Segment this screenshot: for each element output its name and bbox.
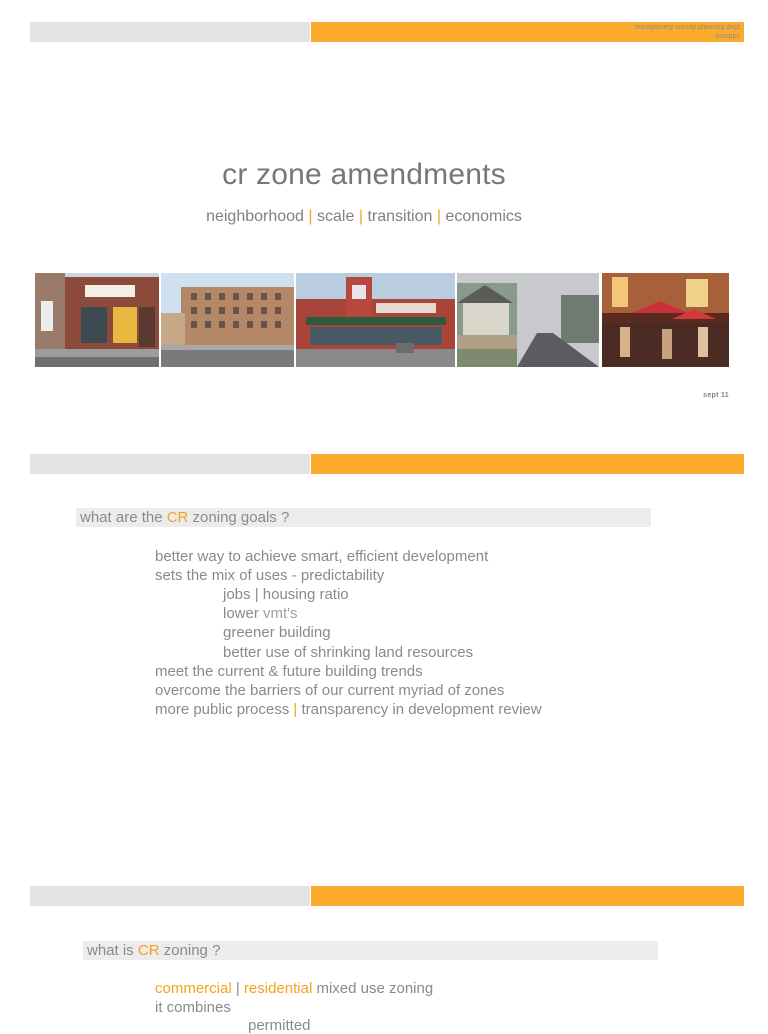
- what-question-key: CR: [137, 942, 160, 959]
- goal-jobs: jobs: [223, 586, 255, 603]
- goal-line: sets the mix of uses - predictability: [155, 567, 385, 584]
- what-line: [155, 980, 433, 997]
- subtitle-item-economics: economics: [445, 208, 522, 225]
- page-subtitle: [0, 208, 728, 226]
- subtitle-separator: |: [358, 208, 363, 225]
- goal-transparency: transparency in development review: [297, 701, 542, 718]
- subtitle-separator: |: [436, 208, 441, 225]
- goal-line: meet the current & future building trends: [155, 663, 423, 680]
- goal-vmt: vmt's: [263, 605, 298, 622]
- section-bar-gray: [30, 454, 310, 474]
- what-pipe: |: [231, 980, 244, 997]
- goals-question-post: zoning goals ?: [188, 509, 290, 526]
- goal-sub-line: better use of shrinking land resources: [223, 644, 474, 661]
- page-title: cr zone amendments: [222, 158, 506, 191]
- goal-line: overcome the barriers of our current myriad of zones: [155, 682, 505, 699]
- goal-housing: housing ratio: [258, 586, 349, 603]
- subtitle-item-scale: scale: [317, 208, 355, 225]
- header-bar-gray: [30, 22, 310, 42]
- section-bar-gray: [30, 886, 310, 906]
- what-question-post: zoning ?: [159, 942, 221, 959]
- subtitle-item-transition: transition: [367, 208, 433, 225]
- goal-public: more public process: [155, 701, 294, 718]
- apartment-building-photo: [161, 273, 294, 367]
- what-residential: residential: [243, 980, 313, 997]
- goals-question-key: CR: [166, 509, 189, 526]
- goals-question-pre: what are the: [80, 509, 167, 526]
- storefront-photo: [35, 273, 159, 367]
- subtitle-separator: |: [308, 208, 313, 225]
- goal-sub-line: [223, 605, 298, 622]
- section-bar-orange: [311, 886, 744, 906]
- org-name: montgomery county planning dept: [634, 24, 740, 31]
- date-label: sept 11: [703, 392, 729, 399]
- goals-question: [76, 508, 651, 527]
- outdoor-cafe-photo: [602, 273, 729, 367]
- what-mixed: mixed use zoning: [312, 980, 434, 997]
- goal-line: [155, 701, 542, 718]
- subtitle-item-neighborhood: neighborhood: [206, 208, 304, 225]
- what-question: [83, 941, 658, 960]
- pharmacy-store-photo: [296, 273, 455, 367]
- goal-lower: lower: [223, 605, 264, 622]
- goal-public-pipe: |: [293, 701, 298, 718]
- goal-sub-line: greener building: [223, 624, 331, 641]
- residential-street-photo: [457, 273, 599, 367]
- what-line: it combines: [155, 999, 231, 1016]
- goal-sub-line: [223, 586, 349, 603]
- what-line-cut: permitted: [248, 1017, 311, 1034]
- section-bar-orange: [311, 454, 744, 474]
- what-commercial: commercial: [155, 980, 232, 997]
- what-question-pre: what is: [87, 942, 138, 959]
- org-sub: mncppc: [715, 33, 740, 40]
- goal-pipe: |: [254, 586, 259, 603]
- goal-line: better way to achieve smart, efficient development: [155, 548, 489, 565]
- header-org-text: [635, 23, 740, 41]
